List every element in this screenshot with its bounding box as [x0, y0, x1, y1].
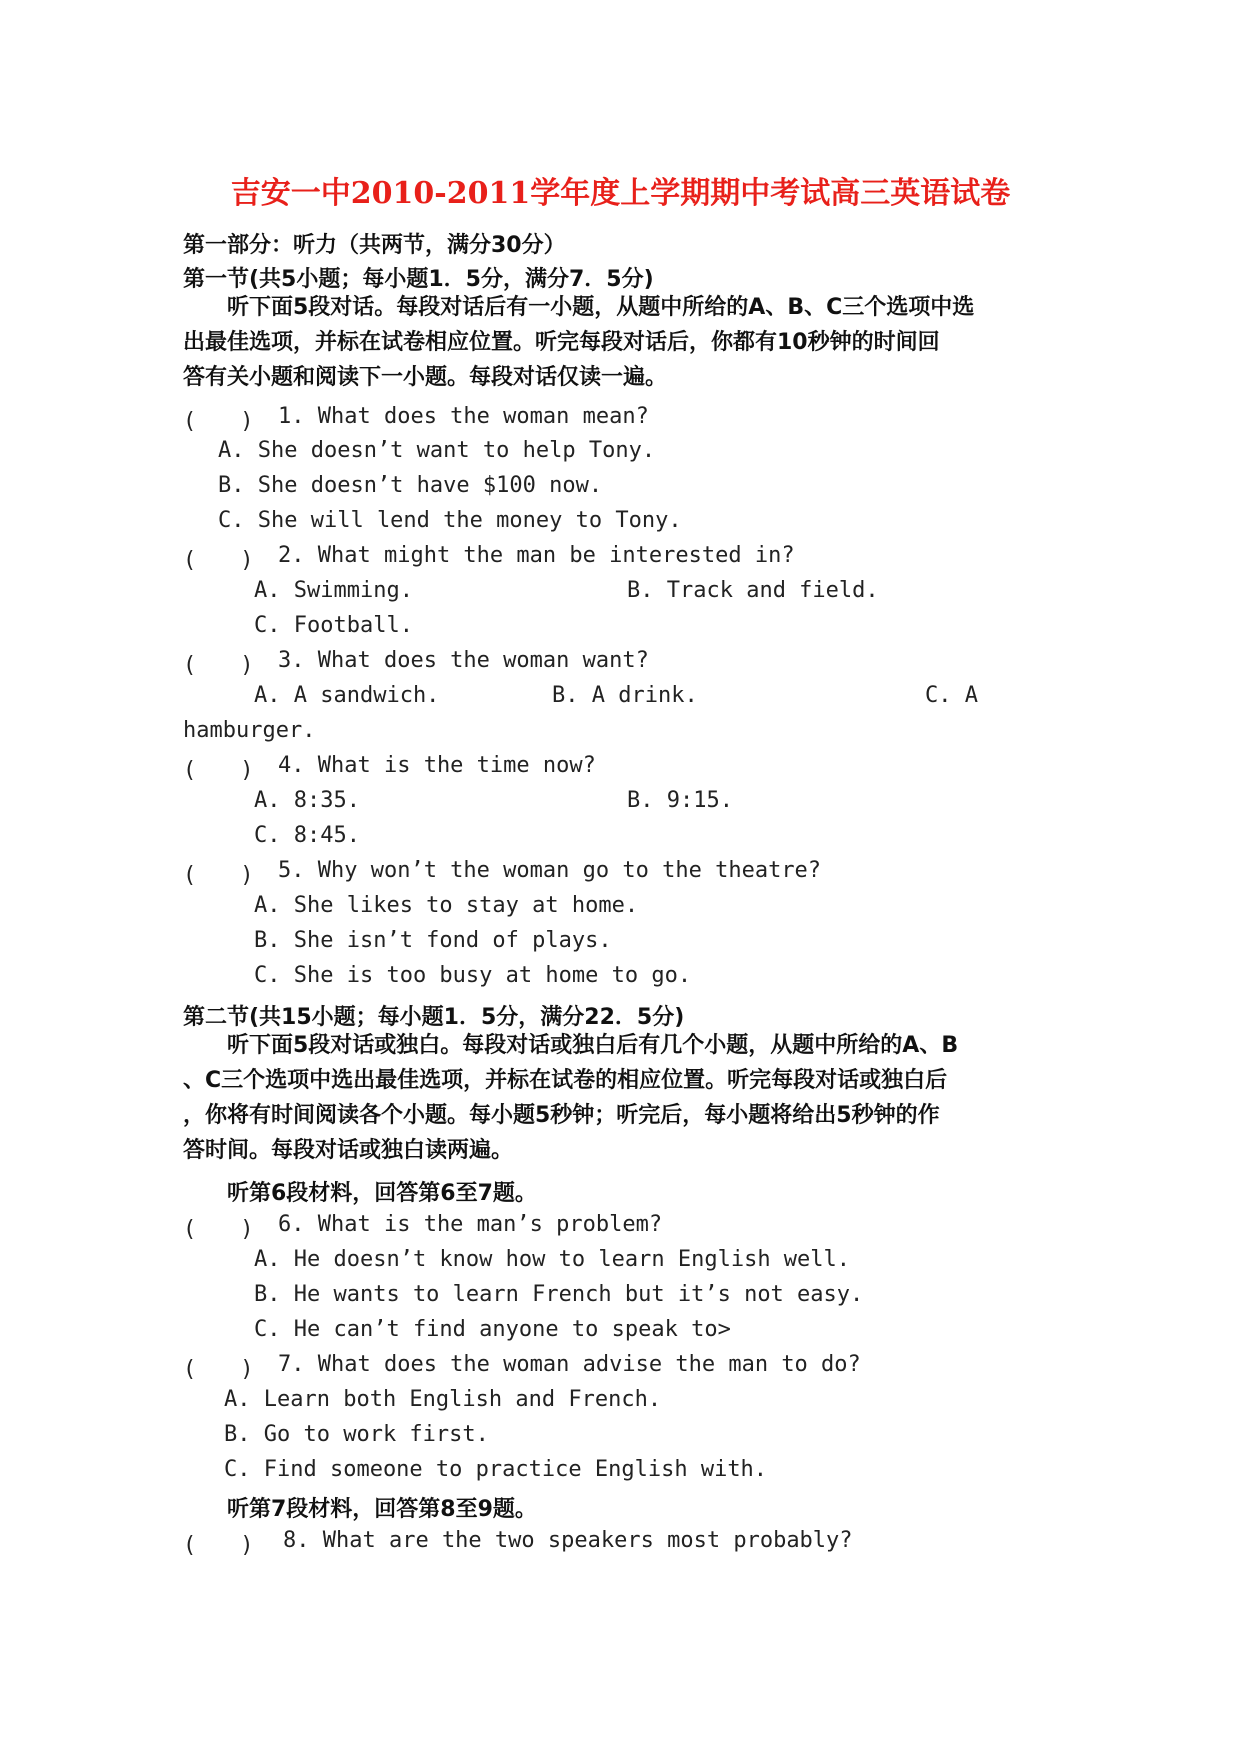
option-b: B. He wants to learn French but it’s not easy.: [254, 1282, 864, 1307]
answer-blank: ( ): [183, 1533, 254, 1558]
option-b: B. She doesn’t have $100 now.: [218, 473, 603, 498]
instruction-line: 听下面5段对话。每段对话后有一小题，从题中所给的A、B、C三个选项中选: [183, 295, 975, 320]
answer-blank: ( ): [183, 863, 254, 888]
answer-blank: ( ): [183, 1357, 254, 1382]
option-c: C. A: [925, 683, 978, 708]
option-a: A. He doesn’t know how to learn English well.: [254, 1247, 851, 1272]
part1-heading: 第一部分：听力（共两节，满分30分）: [183, 233, 566, 258]
option-c: C. He can’t find anyone to speak to>: [254, 1317, 731, 1342]
instruction-line: ，你将有时间阅读各个小题。每小题5秒钟；听完后，每小题将给出5秒钟的作: [183, 1103, 940, 1128]
question-stem: 3. What does the woman want?: [278, 648, 649, 673]
answer-blank: ( ): [183, 409, 254, 434]
instruction-line: 答时间。每段对话或独白读两遍。: [183, 1138, 514, 1163]
option-b: B. She isn’t fond of plays.: [254, 928, 612, 953]
option-a: A. She likes to stay at home.: [254, 893, 639, 918]
option-c: C. Find someone to practice English with.: [224, 1457, 768, 1482]
section1-instructions: [183, 290, 1063, 395]
page-title: 吉安一中2010-2011学年度上学期期中考试高三英语试卷: [230, 176, 1011, 211]
option-c-continued: hamburger.: [183, 718, 316, 743]
instruction-line: 听下面5段对话或独白。每段对话或独白后有几个小题，从题中所给的A、B: [183, 1033, 959, 1058]
option-a: A. She doesn’t want to help Tony.: [218, 438, 656, 463]
instruction-line: 答有关小题和阅读下一小题。每段对话仅读一遍。: [183, 365, 668, 390]
option-c: C. Football.: [254, 613, 413, 638]
answer-blank: ( ): [183, 758, 254, 783]
section2-instructions: [183, 1028, 1063, 1168]
question-stem: 2. What might the man be interested in?: [278, 543, 795, 568]
question-stem: 6. What is the man’s problem?: [278, 1212, 663, 1237]
answer-blank: ( ): [183, 548, 254, 573]
option-a: A. Swimming.: [254, 578, 413, 603]
section1-heading: 第一节(共5小题；每小题1．5分，满分7．5分): [183, 267, 654, 292]
instruction-line: 出最佳选项，并标在试卷相应位置。听完每段对话后，你都有10秒钟的时间回: [183, 330, 940, 355]
question-stem: 7. What does the woman advise the man to do?: [278, 1352, 861, 1377]
material-6-heading: 听第6段材料，回答第6至7题。: [183, 1181, 537, 1206]
question-stem: 4. What is the time now?: [278, 753, 596, 778]
option-a: A. A sandwich.: [254, 683, 440, 708]
answer-blank: ( ): [183, 653, 254, 678]
answer-blank: ( ): [183, 1217, 254, 1242]
question-stem: 5. Why won’t the woman go to the theatre?: [278, 858, 822, 883]
section2-heading: 第二节(共15小题；每小题1．5分，满分22．5分): [183, 1005, 685, 1030]
option-c: C. She will lend the money to Tony.: [218, 508, 682, 533]
question-stem: 8. What are the two speakers most probably?: [283, 1528, 853, 1553]
option-b: B. Track and field.: [627, 578, 879, 603]
option-b: B. 9:15.: [627, 788, 733, 813]
option-b: B. Go to work first.: [224, 1422, 489, 1447]
option-a: A. 8:35.: [254, 788, 360, 813]
option-c: C. She is too busy at home to go.: [254, 963, 692, 988]
option-c: C. 8:45.: [254, 823, 360, 848]
material-7-heading: 听第7段材料，回答第8至9题。: [183, 1497, 537, 1522]
option-b: B. A drink.: [552, 683, 698, 708]
option-a: A. Learn both English and French.: [224, 1387, 662, 1412]
question-stem: 1. What does the woman mean?: [278, 404, 649, 429]
instruction-line: 、C三个选项中选出最佳选项，并标在试卷的相应位置。听完每段对话或独白后: [183, 1068, 948, 1093]
